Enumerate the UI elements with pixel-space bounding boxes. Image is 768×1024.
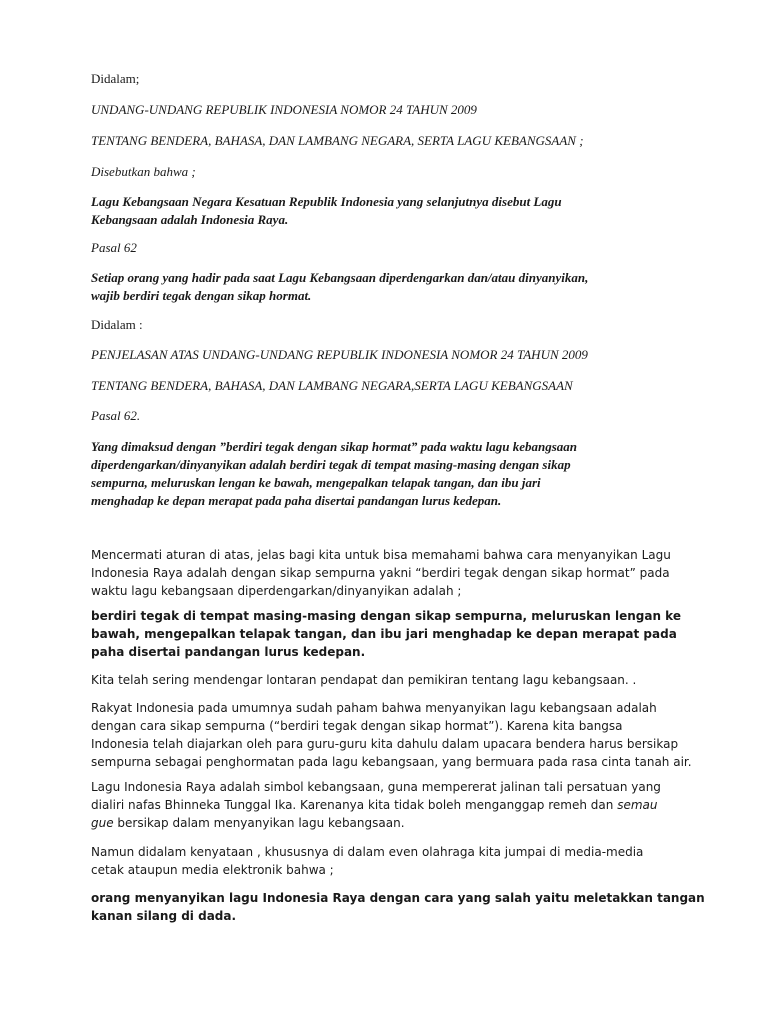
law-subject: TENTANG BENDERA, BAHASA, DAN LAMBANG NEGARA, SERTA LAGU KEBANGSAAN ;	[91, 133, 584, 148]
commentary-paragraph-5	[91, 843, 643, 879]
commentary-paragraph-2: Kita telah sering mendengar lontaran pendapat dan pemikiran tentang lagu kebangsaan. .	[91, 673, 637, 687]
text-line: kanan silang di dada.	[91, 909, 237, 923]
text-line: Indonesia telah diajarkan oleh para guru-guru kita dahulu dalam upacara bendera harus bersikap	[91, 737, 679, 751]
text-line: waktu lagu kebangsaan diperdengarkan/dinyanyikan adalah ;	[91, 584, 462, 598]
text-line: bawah, mengepalkan telapak tangan, dan ibu jari menghadap ke depan merapat pada	[91, 627, 677, 641]
text-line: Namun didalam kenyataan , khususnya di dalam even olahraga kita jumpai di media-media	[91, 845, 644, 859]
text-line: Rakyat Indonesia pada umumnya sudah paham bahwa menyanyikan lagu kebangsaan adalah	[91, 701, 657, 715]
anthem-definition	[91, 193, 562, 229]
text-line	[91, 796, 661, 814]
text-line: sempurna sebagai penghormatan pada lagu kebangsaan, yang bermuara pada rasa cinta tanah air.	[91, 755, 692, 769]
article-62-label: Pasal 62	[91, 240, 137, 255]
text-line: wajib berdiri tegak dengan sikap hormat.	[91, 288, 312, 303]
text-run: bersikap dalam menyanyikan lagu kebangsaan.	[113, 816, 405, 830]
text-line: menghadap ke depan merapat pada paha disertai pandangan lurus kedepan.	[91, 493, 502, 508]
elucidation-text	[91, 438, 577, 510]
elucidation-subject: TENTANG BENDERA, BAHASA, DAN LAMBANG NEGARA,SERTA LAGU KEBANGSAAN	[91, 378, 573, 393]
article-62-text	[91, 269, 588, 305]
italic-word: gue	[91, 816, 114, 830]
text-line: berdiri tegak di tempat masing-masing dengan sikap sempurna, meluruskan lengan ke	[91, 609, 681, 623]
commentary-paragraph-4	[91, 778, 661, 832]
disebutkan-label: Disebutkan bahwa ;	[91, 164, 196, 179]
text-line: Setiap orang yang hadir pada saat Lagu Kebangsaan diperdengarkan dan/atau dinyanyikan,	[91, 270, 589, 285]
commentary-paragraph-3	[91, 699, 692, 771]
text-line: sempurna, meluruskan lengan ke bawah, mengepalkan telapak tangan, dan ibu jari	[91, 475, 541, 490]
text-line: Indonesia Raya adalah dengan sikap sempurna yakni “berdiri tegak dengan sikap hormat” pada	[91, 566, 670, 580]
text-line: orang menyanyikan lagu Indonesia Raya dengan cara yang salah yaitu meletakkan tangan	[91, 891, 705, 905]
correct-posture-text	[91, 607, 681, 661]
text-line: Lagu Indonesia Raya adalah simbol kebangsaan, guna mempererat jalinan tali persatuan yang	[91, 780, 661, 794]
text-line: diperdengarkan/dinyanyikan adalah berdiri tegak di tempat masing-masing dengan sikap	[91, 457, 571, 472]
text-line	[91, 814, 661, 832]
text-run: dialiri nafas Bhinneka Tunggal Ika. Karenanya kita tidak boleh menganggap remeh dan	[91, 798, 618, 812]
text-line: paha disertai pandangan lurus kedepan.	[91, 645, 366, 659]
italic-word: semau	[617, 798, 658, 812]
text-line: Mencermati aturan di atas, jelas bagi kita untuk bisa memahami bahwa cara menyanyikan Lagu	[91, 548, 671, 562]
text-line: Kebangsaan adalah Indonesia Raya.	[91, 212, 289, 227]
didalam-label: Didalam :	[91, 317, 143, 332]
wrong-posture-text	[91, 889, 705, 925]
text-line: dengan cara sikap sempurna (“berdiri tegak dengan sikap hormat”). Karena kita bangsa	[91, 719, 623, 733]
law-title: UNDANG-UNDANG REPUBLIK INDONESIA NOMOR 24 TAHUN 2009	[91, 102, 477, 117]
elucidation-title: PENJELASAN ATAS UNDANG-UNDANG REPUBLIK INDONESIA NOMOR 24 TAHUN 2009	[91, 347, 588, 362]
text-line: Yang dimaksud dengan ”berdiri tegak dengan sikap hormat” pada waktu lagu kebangsaan	[91, 439, 578, 454]
intro-didalam: Didalam;	[91, 71, 140, 86]
text-line: cetak ataupun media elektronik bahwa ;	[91, 863, 334, 877]
text-line: Lagu Kebangsaan Negara Kesatuan Republik Indonesia yang selanjutnya disebut Lagu	[91, 194, 562, 209]
commentary-paragraph-1	[91, 546, 671, 600]
article-62-dot-label: Pasal 62.	[91, 408, 141, 423]
